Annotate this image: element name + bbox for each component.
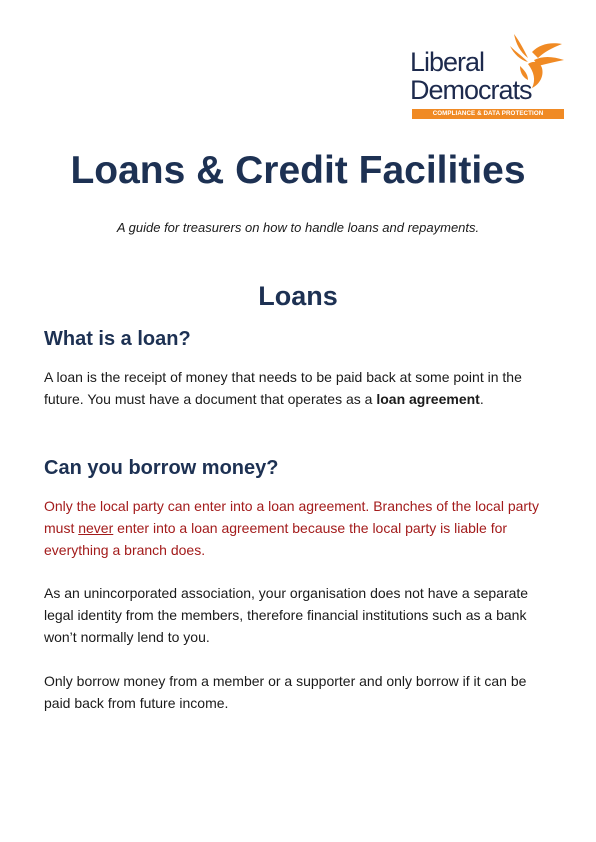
section-title: Loans xyxy=(258,281,338,311)
heading-can-you-borrow: Can you borrow money? xyxy=(44,457,279,479)
page-title: Loans & Credit Facilities xyxy=(70,149,526,192)
paragraph-borrow-advice: Only borrow money from a member or a supporter and only borrow if it can be paid back from future income. xyxy=(44,673,527,711)
underlined-never: never xyxy=(78,520,114,536)
paragraph-unincorporated: As an unincorporated association, your organisation does not have a separate legal identity from the members, therefore financial institutions such as a bank won’t normally lend to you. xyxy=(44,585,529,645)
paragraph-text: A loan is the receipt of money that needs to be paid back at some point in the future. You must have a document that operates as a xyxy=(44,369,522,407)
logo-line-2: Democrats xyxy=(410,75,532,105)
paragraph-text: Only the local party can enter into a loan agreement. Branches of the local party must xyxy=(44,498,539,536)
bold-term-loan-agreement: loan agreement xyxy=(376,391,480,407)
page-subtitle: A guide for treasurers on how to handle loans and repayments. xyxy=(116,220,480,235)
paragraph-text: enter into a loan agreement because the local party is liable for everything a branch does. xyxy=(44,520,508,558)
logo-band: COMPLIANCE & DATA PROTECTION xyxy=(412,109,564,119)
paragraph-warning xyxy=(44,495,556,561)
logo-line-1: Liberal xyxy=(410,47,485,77)
logo-wordmark xyxy=(410,48,532,104)
paragraph-text: . xyxy=(479,391,484,407)
heading-what-is-a-loan: What is a loan? xyxy=(44,328,191,350)
paragraph-loan-definition xyxy=(44,366,556,410)
lib-dem-logo xyxy=(410,30,566,120)
